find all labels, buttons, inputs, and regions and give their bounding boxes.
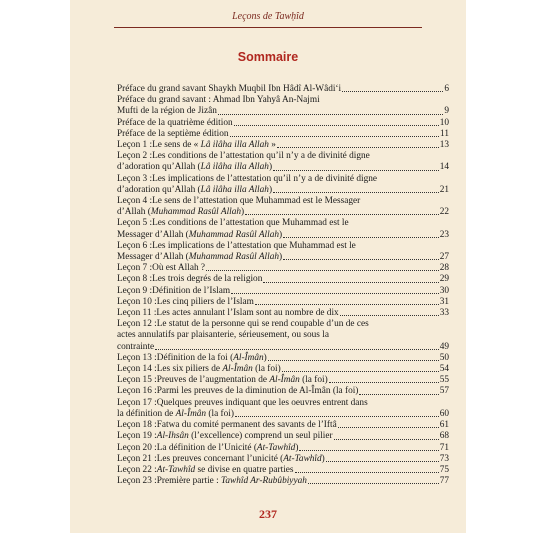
toc-text-segment: Lâ ilâha illa Allah [200,140,269,151]
toc-entry-title [117,420,337,431]
dot-leader [273,192,439,193]
toc-entry [117,174,449,196]
toc-entry-line [117,174,449,185]
toc-entry-line [117,454,449,465]
toc-text-segment: Leçon 21 :Les preuves concernant l’unicité ( [117,453,284,464]
toc-text-segment: Leçon 16 :Parmi les preuves de la diminution de Al-Îmân (la foi) [117,386,359,397]
toc-entry-line [117,129,449,140]
table-of-contents [117,84,449,487]
toc-entry-title [117,431,333,442]
toc-text-segment: Leçon 17 :Quelques preuves indiquant que les oeuvres entrent dans [117,397,368,408]
toc-page-number: 14 [439,162,449,173]
toc-entry-title [117,375,328,386]
toc-entry [117,118,449,129]
dot-leader [218,114,443,115]
toc-entry-line [117,241,449,252]
toc-text-segment: Al-Îmân [233,352,264,363]
toc-page-number: 75 [439,464,449,475]
toc-entry-line [117,196,449,207]
header-rule [114,27,422,28]
toc-page-number: 13 [439,140,449,151]
toc-text-segment: Tawhîd Ar-Rubûbiyyah [221,476,307,487]
toc-text-segment: Leçon 7 :Où est Allah ? [117,263,206,274]
toc-entry-title [117,342,154,353]
toc-text-segment: d’adoration qu’Allah ( [117,184,201,195]
toc-text-segment: ) [268,162,273,173]
toc-entry [117,297,449,308]
toc-text-segment: Leçon 10 :Les cinq piliers de l’Islam [117,296,254,307]
toc-entry [117,431,449,442]
toc-page-number: 30 [439,285,449,296]
toc-entry-title [117,263,205,274]
toc-text-segment: d’Allah ( [117,207,151,218]
book-page [70,0,466,533]
toc-entry-line [117,207,449,218]
dot-leader [295,472,439,473]
toc-page-number: 71 [439,442,449,453]
toc-text-segment: Leçon 3 :Les implications de l’attestation qu’il n’y a de divinité digne [117,173,377,184]
toc-entry-title [117,84,341,95]
dot-leader [155,349,439,350]
dot-leader [230,136,440,137]
toc-text-segment: se divise en quatre parties [195,464,294,475]
toc-text-segment: Leçon 6 :Les implications de l’attestation que Muhammad est le [117,240,356,251]
toc-entry-line [117,409,449,420]
toc-entry-line [117,118,449,129]
toc-entry-title [117,140,276,151]
toc-text-segment: Préface du grand savant Shaykh Muqbil Ibn Hâdî Al-Wâdi‘i [117,84,342,94]
toc-page-number: 9 [444,106,449,117]
dot-leader [340,315,439,316]
dot-leader [283,259,439,260]
toc-text-segment: Leçon 14 :Les six piliers de [117,364,223,375]
toc-page-number: 68 [439,431,449,442]
toc-entry-title [117,454,325,465]
toc-text-segment: ) [279,252,283,263]
toc-text-segment: Leçon 8 :Les trois degrés de la religion [117,274,263,285]
toc-entry-line [117,95,449,106]
toc-page-number: 11 [440,128,449,139]
toc-page-number: 73 [439,453,449,464]
toc-text-segment: Lâ ilâha illa Allah [200,162,269,173]
toc-entry [117,353,449,364]
toc-entry-title [117,230,282,241]
dot-leader [308,483,439,484]
toc-entry-line [117,84,449,95]
toc-entry [117,375,449,386]
toc-page-number: 22 [439,207,449,218]
toc-entry [117,196,449,218]
toc-text-segment: (la foi) [299,375,328,386]
toc-text-segment: Préface de la quatrième édition [117,117,233,128]
toc-text-segment: Al-Ihsân [156,431,189,442]
toc-text-segment: Al-Îmân [222,364,253,375]
dot-leader [283,237,439,238]
toc-page-number: 55 [439,375,449,386]
toc-entry [117,286,449,297]
toc-text-segment: la définition de [117,408,176,419]
toc-text-segment: Muhammad Rasûl Allah [188,229,279,240]
toc-text-segment: Al-Îmân [269,375,300,386]
toc-entry-title [117,297,254,308]
toc-page-number: 49 [439,341,449,352]
toc-entry-line [117,230,449,241]
toc-entry-line [117,140,449,151]
toc-entry-line [117,386,449,397]
toc-page-number: 57 [439,386,449,397]
dot-leader [277,147,439,148]
toc-text-segment: Leçon 19 : [117,431,157,442]
toc-page-number: 28 [439,263,449,274]
toc-entry-line [117,476,449,487]
dot-leader [282,371,439,372]
toc-text-segment: contrainte [117,341,155,352]
toc-text-segment: Leçon 20 :La définition de l’Unicité ( [117,442,257,453]
toc-entry [117,454,449,465]
toc-entry-title [117,129,229,140]
toc-page-number: 60 [439,408,449,419]
toc-entry [117,140,449,151]
toc-entry-title [117,465,294,476]
toc-entry-line [117,308,449,319]
toc-page-number: 33 [439,308,449,319]
toc-text-segment: Muhammad Rasûl Allah [188,252,279,263]
toc-entry-line [117,420,449,431]
toc-entry-line [117,162,449,173]
dot-leader [234,125,439,126]
toc-entry-line [117,297,449,308]
toc-entry-line [117,263,449,274]
toc-entry-title [117,308,339,319]
toc-text-segment: d’adoration qu’Allah ( [117,162,201,173]
toc-entry-line [117,342,449,353]
toc-entry-title [117,386,358,397]
toc-entry [117,95,449,117]
toc-entry-title [117,364,281,375]
toc-text-segment: Leçon 11 :Les actes annulant l’Islam sont au nombre de dix [117,308,339,319]
page-title: Sommaire [237,50,299,64]
toc-text-segment: At-Tawhîd [256,442,296,453]
toc-entry-title [117,252,282,263]
toc-entry-title [117,185,272,196]
toc-page-number: 77 [439,476,449,487]
toc-entry-line [117,431,449,442]
toc-entry-title [117,106,217,117]
toc-text-segment: Messager d’Allah ( [117,252,189,263]
toc-entry [117,274,449,285]
toc-page-number: 27 [439,252,449,263]
toc-page-number: 10 [439,117,449,128]
toc-entry-line [117,252,449,263]
toc-entry-line [117,319,449,330]
toc-entry-title [117,207,244,218]
toc-text-segment: ) [263,352,267,363]
toc-entry-line [117,218,449,229]
toc-page-number: 54 [439,364,449,375]
toc-page-number: 31 [439,296,449,307]
toc-text-segment: Leçon 1 :Le sens de « [117,140,201,151]
toc-text-segment: Leçon 13 :Définition de la foi ( [117,352,234,363]
toc-page-number: 29 [439,274,449,285]
toc-entry-title [117,162,272,173]
toc-entry [117,420,449,431]
toc-text-segment: Messager d’Allah ( [117,229,189,240]
toc-entry [117,263,449,274]
toc-page-number: 50 [439,352,449,363]
toc-entry-line [117,465,449,476]
toc-page-number: 23 [439,229,449,240]
dot-leader [342,91,443,92]
toc-entry [117,386,449,397]
toc-text-segment: Leçon 22 : [117,464,157,475]
toc-text-segment: ) [295,442,299,453]
toc-entry [117,465,449,476]
toc-entry [117,218,449,240]
toc-entry-title [117,286,230,297]
toc-text-segment: Leçon 5 :Les conditions de l’attestation que Muhammad est le [117,218,349,229]
toc-text-segment: ) [279,229,283,240]
toc-text-segment: Leçon 2 :Les conditions de l’attestation qu’il n’y a de divinité digne [117,151,370,162]
dot-leader [326,461,439,462]
toc-text-segment: Leçon 15 :Preuves de l’augmentation de [117,375,270,386]
toc-entry-line [117,443,449,454]
toc-entry-line [117,364,449,375]
toc-text-segment: actes annulatifs par plaisanterie, sérieusement, ou sous la [117,330,329,341]
page-number: 237 [259,507,277,521]
toc-text-segment: Lâ ilâha illa Allah [200,184,269,195]
toc-entry-title [117,353,267,364]
toc-entry-title [117,476,307,487]
toc-entry-line [117,286,449,297]
toc-text-segment: ) [268,184,273,195]
dot-leader [231,293,439,294]
toc-entry-title [117,409,234,420]
dot-leader [235,416,439,417]
toc-text-segment: (la foi) [252,364,281,375]
toc-text-segment: Leçon 23 :Première partie : [117,476,222,487]
dot-leader [338,427,439,428]
toc-entry-line [117,185,449,196]
toc-text-segment: Mufti de la région de Jizân [117,106,217,117]
dot-leader [263,282,438,283]
toc-entry-title [117,118,233,129]
toc-page-number: 21 [439,184,449,195]
dot-leader [255,304,439,305]
running-header: Leçons de Tawḥîd [232,11,304,22]
toc-entry [117,129,449,140]
toc-entry [117,308,449,319]
toc-entry [117,364,449,375]
dot-leader [299,450,438,451]
toc-text-segment: Leçon 18 :Fatwa du comité permanent des savants de l’Iftâ [117,420,337,431]
toc-entry [117,319,449,353]
dot-leader [245,214,439,215]
toc-text-segment: Leçon 12 :Le statut de la personne qui se rend coupable d’un de ces [117,319,369,330]
dot-leader [273,170,439,171]
toc-text-segment: Muhammad Rasûl Allah [150,207,242,218]
toc-text-segment: ) [241,207,245,218]
toc-text-segment: » [268,140,276,151]
toc-text-segment: Leçon 4 :Le sens de l’attestation que Muhammad est le Messager [117,196,361,207]
toc-entry-line [117,330,449,341]
toc-entry-line [117,274,449,285]
toc-entry [117,443,449,454]
toc-text-segment: Préface du grand savant : Ahmad Ibn Yahyâ An-Najmi [117,95,320,106]
dot-leader [268,360,439,361]
toc-text-segment: Préface de la septième édition [117,128,229,139]
toc-text-segment: ) [321,453,325,464]
toc-text-segment: Al-Îmân [175,408,207,419]
toc-entry-line [117,353,449,364]
toc-entry [117,84,449,95]
dot-leader [359,394,438,395]
toc-page-number: 6 [444,84,449,94]
toc-entry-line [117,375,449,386]
toc-text-segment: At-Tawhîd [156,464,196,475]
toc-entry [117,241,449,263]
toc-text-segment: (la foi) [206,408,234,419]
dot-leader [206,270,439,271]
toc-page-number: 61 [439,420,449,431]
toc-entry [117,398,449,420]
dot-leader [334,439,439,440]
toc-text-segment: At-Tawhîd [283,453,322,464]
toc-entry-line [117,398,449,409]
toc-entry [117,151,449,173]
toc-entry-line [117,106,449,117]
toc-text-segment: (l’excellence) comprend un seul pilier [188,431,333,442]
toc-entry-title [117,274,262,285]
toc-text-segment: Leçon 9 :Définition de l’Islam [117,285,231,296]
toc-entry-line [117,151,449,162]
toc-entry [117,476,449,487]
toc-entry-title [117,443,298,454]
dot-leader [329,382,439,383]
